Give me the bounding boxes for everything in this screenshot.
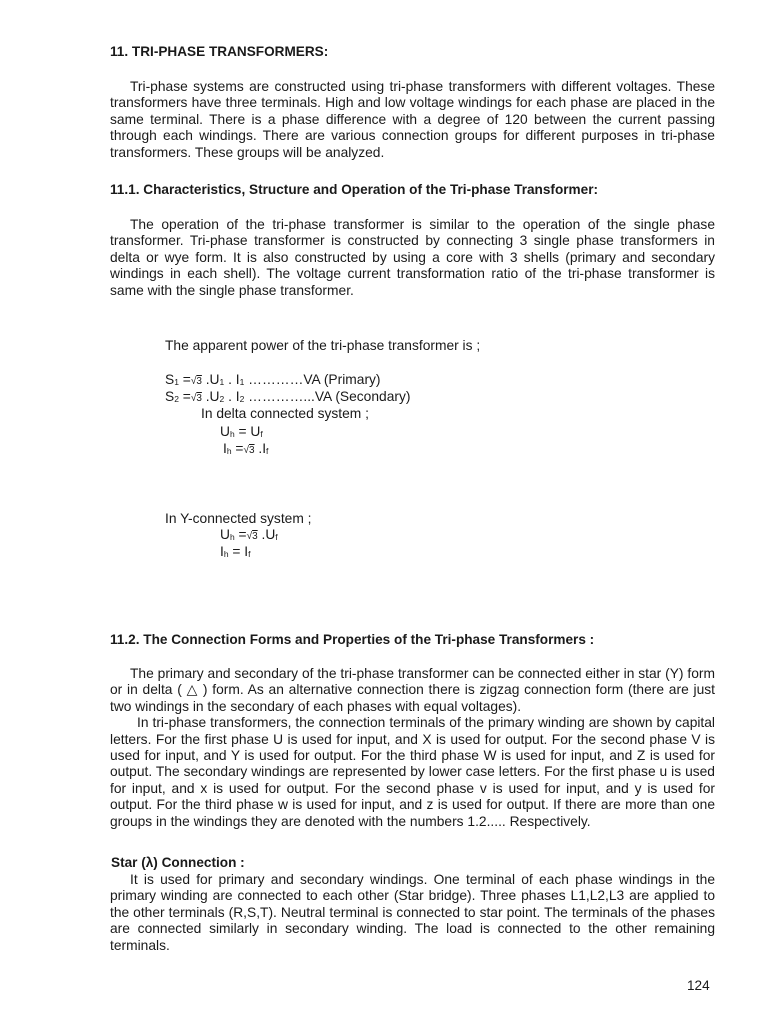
sqrt-symbol: √3	[190, 376, 202, 387]
apparent-power-intro: The apparent power of the tri-phase transformer is ;	[165, 338, 481, 353]
section-11-2-paragraphs	[110, 666, 715, 830]
delta-intro: In delta connected system ;	[201, 406, 369, 421]
section-11-paragraph	[110, 79, 715, 161]
formula-s1: $S_1 =√3$ $.U_1$ . $I_1$ …………VA (Primary)	[165, 372, 381, 387]
formula-delta-i: $I_h =√3$ $.I_f$	[223, 441, 269, 456]
section-11-1-heading: 11.1. Characteristics, Structure and Operation of the Tri-phase Transformer:	[110, 182, 599, 197]
section-11-2-heading: 11.2. The Connection Forms and Properties of the Tri-phase Transformers :	[110, 632, 595, 647]
section-11-text: Tri-phase systems are constructed using tri-phase transformers with different voltages. These transformers have three terminals. High and low voltage windings for each phase are placed in the same terminal. There is a phase difference with a degree of 120 between the current passing through each windings. There are various connection groups for different purposes in tri-phase transformers. These groups will be analyzed.	[110, 79, 715, 160]
star-connection-text: It is used for primary and secondary windings. One terminal of each phase windings in the primary winding are connected to each other (Star bridge). Three phases L1,L2,L3 are applied to the other terminals (R,S,T). Neutral terminal is connected to star point. The terminals of the phases are connected similarly in secondary winding. The load is connected to the other remaining terminals.	[110, 872, 715, 953]
section-11-heading: 11. TRI-PHASE TRANSFORMERS:	[110, 44, 329, 59]
formula-s2: $S_2 =√3$ $.U_2$ . $I_2$ …………...VA (Secondary)	[165, 389, 411, 404]
page-number: 124	[687, 978, 710, 993]
formula-y-i: $I_h = I_f$	[220, 544, 251, 559]
sqrt-symbol: √3	[246, 531, 258, 542]
section-11-2-text-1: The primary and secondary of the tri-phase transformer can be connected either in star (Y) form or in delta ( △ ) form. As an alternative connection there is zigzag connection form (there are just two windings in the secondary of each phases with equal voltages).	[110, 666, 715, 714]
sqrt-symbol: √3	[190, 393, 202, 404]
formula-y-u: $U_h =√3$ $.U_f$	[220, 527, 278, 542]
y-intro: In Y-connected system ;	[165, 511, 312, 526]
star-connection-heading: Star (λ) Connection :	[111, 855, 245, 870]
formula-delta-u: $U_h = U_f$	[220, 424, 263, 439]
star-connection-paragraph	[110, 872, 715, 954]
sqrt-symbol: √3	[243, 445, 255, 456]
section-11-1-paragraph	[110, 217, 715, 299]
section-11-1-text: The operation of the tri-phase transformer is similar to the operation of the single phase transformer. Tri-phase transformer is constructed by connecting 3 single phase transformers in delta or wye form. It is also constructed by using a core with 3 shells (primary and secondary windings in each shell). The voltage current transformation ratio of the tri-phase transformer is same with the single phase transformer.	[110, 217, 715, 298]
section-11-2-text-2: In tri-phase transformers, the connection terminals of the primary winding are shown by capital letters. For the first phase U is used for input, and X is used for output. For the second phase V is used for input, and Y is used for output. For the third phase W is used for input, and Z is used for output. The secondary windings are represented by lower case letters. For the first phase u is used for input, and x is used for output. For the second phase v is used for input, and y is used for output. For the third phase w is used for input, and z is used for output. If there are more than one groups in the windings they are denoted with the numbers 1.2..... Respectively.	[110, 715, 715, 829]
